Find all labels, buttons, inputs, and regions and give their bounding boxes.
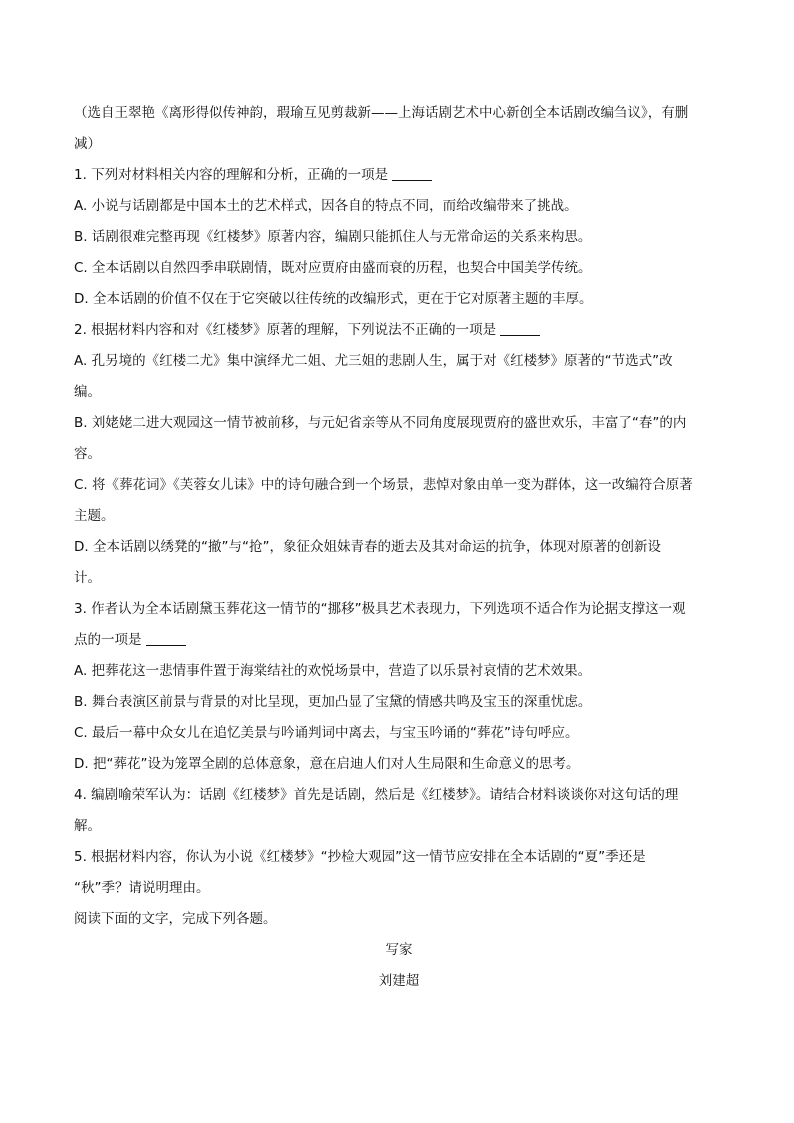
question-2-option-d: D. 全本话剧以绣凳的“撤”与“抢”，象征众姐妹青春的逝去及其对命运的抗争，体现对原著的创新设 <box>74 539 661 555</box>
question-3-option-c: C. 最后一幕中众女儿在追忆美景与吟诵判词中离去，与宝玉吟诵的“葬花”诗句呼应。 <box>74 725 579 741</box>
answer-blank <box>146 631 186 646</box>
question-2-option-a-cont: 编。 <box>74 384 101 400</box>
question-2-option-b: B. 刘姥姥二进大观园这一情节被前移，与元妃省亲等从不同角度展现贾府的盛世欢乐，丰富了“春”的内 <box>74 415 687 431</box>
answer-blank <box>500 321 540 336</box>
passage-title: 写家 <box>385 942 413 958</box>
question-1-option-c: C. 全本话剧以自然四季串联剧情，既对应贾府由盛而衰的历程，也契合中国美学传统。 <box>74 260 592 276</box>
question-1-option-b: B. 话剧很难完整再现《红楼梦》原著内容，编剧只能抓住人与无常命运的关系来构思。 <box>74 229 592 245</box>
question-3 <box>74 594 724 780</box>
question-1-stem: 1. 下列对材料相关内容的理解和分析，正确的一项是 <box>74 167 389 183</box>
question-5-stem-cont: “秋”季？请说明理由。 <box>74 880 210 896</box>
question-2 <box>74 315 724 594</box>
question-3-option-b: B. 舞台表演区前景与背景的对比呈现，更加凸显了宝黛的情感共鸣及宝玉的深重忧虑。 <box>74 694 592 710</box>
question-1-option-a: A. 小说与话剧都是中国本土的艺术样式，因各自的特点不同，而给改编带来了挑战。 <box>74 198 578 214</box>
question-3-option-d: D. 把“葬花”设为笼罩全剧的总体意象，意在启迪人们对人生局限和生命意义的思考。 <box>74 756 580 772</box>
question-3-option-a: A. 把葬花这一悲情事件置于海棠结社的欢悦场景中，营造了以乐景衬哀情的艺术效果。 <box>74 663 592 679</box>
question-2-option-b-cont: 容。 <box>74 446 101 462</box>
answer-blank <box>392 166 432 181</box>
question-1 <box>74 160 724 315</box>
document-page <box>74 98 724 997</box>
passage-author: 刘建超 <box>378 973 420 989</box>
reading-instruction: 阅读下面的文字，完成下列各题。 <box>74 911 277 927</box>
source-citation-line-1: （选自王翠艳《离形得似传神韵，瑕瑜互见剪裁新——上海话剧艺术中心新创全本话剧改编刍议》，有删 <box>74 105 689 121</box>
question-3-stem: 3. 作者认为全本话剧黛玉葬花这一情节的“挪移”极具艺术表现力，下列选项不适合作为论据支撑这一观 <box>74 601 686 617</box>
question-5 <box>74 842 724 904</box>
source-citation-line-2: 减） <box>74 136 101 152</box>
question-4 <box>74 780 724 842</box>
question-2-option-c: C. 将《葬花词》《芙蓉女儿诔》中的诗句融合到一个场景，悲悼对象由单一变为群体，这一改编符合原著 <box>74 477 693 493</box>
question-3-stem-cont: 点的一项是 <box>74 632 142 648</box>
question-2-option-a: A. 孔另境的《红楼二尤》集中演绎尤二姐、尤三姐的悲剧人生，属于对《红楼梦》原著的“节选式”改 <box>74 353 673 369</box>
question-4-stem-cont: 解。 <box>74 818 101 834</box>
question-2-option-c-cont: 主题。 <box>74 508 115 524</box>
question-5-stem: 5. 根据材料内容，你认为小说《红楼梦》“抄检大观园”这一情节应安排在全本话剧的“夏”季还是 <box>74 849 646 865</box>
question-1-option-d: D. 全本话剧的价值不仅在于它突破以往传统的改编形式，更在于它对原著主题的丰厚。 <box>74 291 593 307</box>
question-4-stem: 4. 编剧喻荣军认为：话剧《红楼梦》首先是话剧，然后是《红楼梦》。请结合材料谈谈你对这句话的理 <box>74 787 679 803</box>
question-2-stem: 2. 根据材料内容和对《红楼梦》原著的理解，下列说法不正确的一项是 <box>74 322 497 338</box>
question-2-option-d-cont: 计。 <box>74 570 101 586</box>
